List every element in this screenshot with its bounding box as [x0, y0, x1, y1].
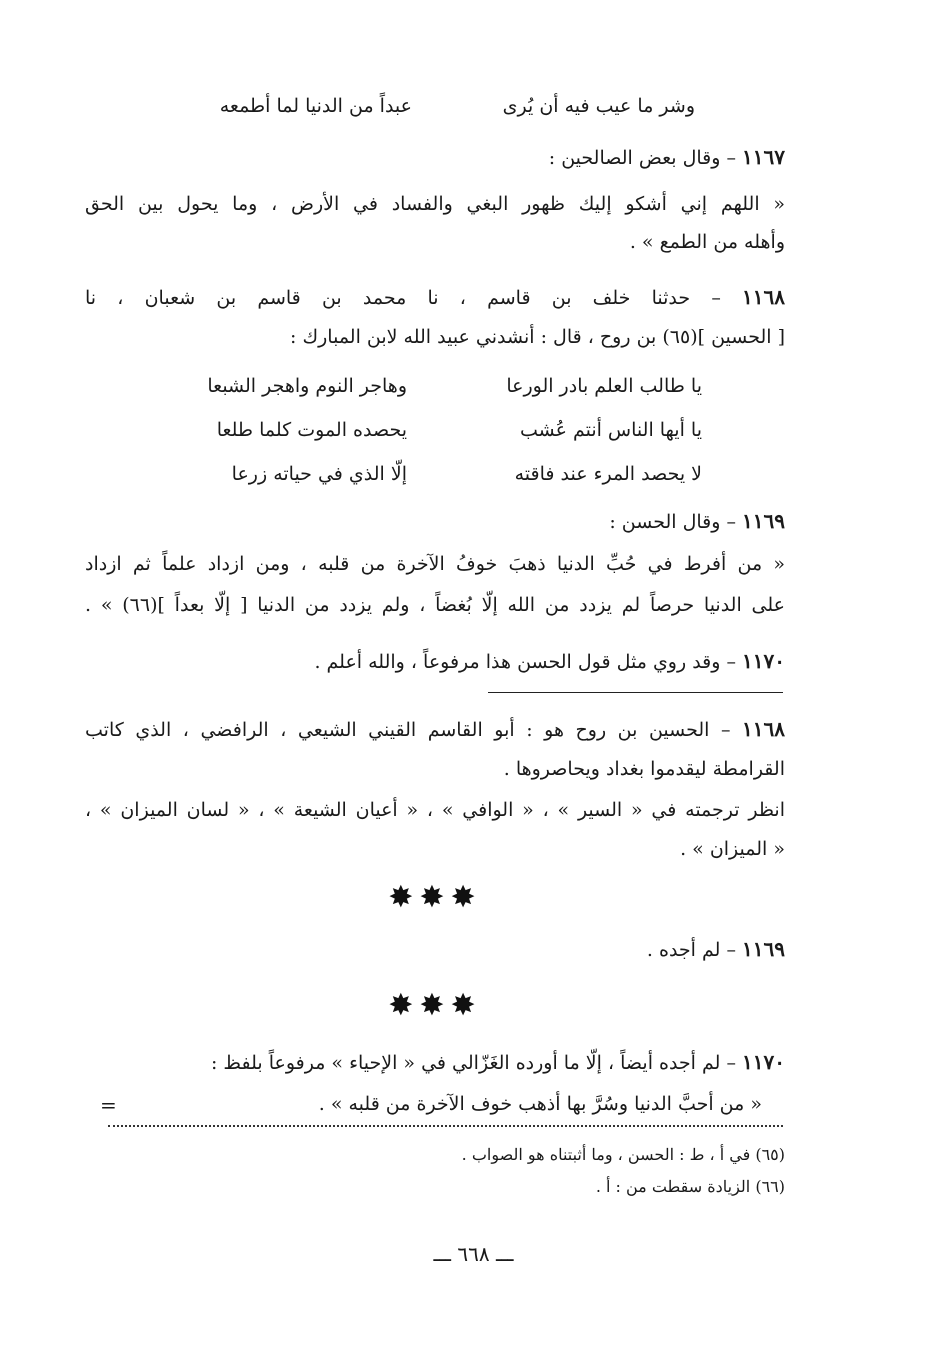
note-1169-heading: ١١٦٩ – لم أجده .: [646, 937, 785, 961]
section-separator-stars: ✸✸✸: [388, 988, 482, 1023]
note-1170-heading: ١١٧٠ – لم أجده أيضاً ، إلّا ما أورده الغَزّالي في « الإحياء » مرفوعاً بلفظ :: [210, 1050, 785, 1074]
note-text: لم أجده .: [646, 939, 721, 961]
continuation-mark: =: [100, 1093, 117, 1117]
entry-1167-line: « اللهم إني أشكو إليك ظهور البغي والفساد في الأرض ، وما يحول بين الحق: [85, 193, 785, 215]
entry-number: ١١٦٧: [742, 145, 785, 169]
note-number: ١١٦٨: [742, 717, 785, 741]
note-1168-line: القرامطة ليقدموا بغداد ويحاصروها .: [503, 758, 785, 780]
section-separator-stars: ✸✸✸: [388, 880, 482, 915]
poem-hemistich: لا يحصد المرء عند فاقته: [514, 463, 702, 485]
page-number: ـــ ٦٦٨ ـــ: [433, 1242, 514, 1266]
footnote-65: (٦٥) في أ ، ط : الحسن ، وما أثبتناه هو الصواب .: [461, 1145, 785, 1164]
entry-1169-line: على الدنيا حرصاً لم يزدد من الله إلّا بُغضاً ، ولم يزدد من الدنيا [ إلّا بعداً ](٦٦) » .: [85, 594, 786, 616]
entry-1168-heading: ١١٦٨ – حدثنا خلف بن قاسم ، نا محمد بن قاسم بن شعبان ، نا: [85, 285, 785, 309]
poem-hemistich: وهاجر النوم واهجر الشبعا: [207, 375, 407, 397]
entry-text: وقال الحسن :: [609, 511, 721, 533]
entry-1167-line: وأهله من الطمع » .: [629, 231, 785, 253]
note-1168-line: انظر ترجمته في « السير » ، « الوافي » ، « أعيان الشيعة » ، « لسان الميزان » ،: [85, 799, 785, 821]
poem-hemistich: يا أيها الناس أنتم عُشب: [519, 419, 702, 441]
note-1170-line: « من أحبَّ الدنيا وسُرَّ بها أذهب خوف الآخرة من قلبه » .: [318, 1093, 762, 1115]
entry-1168-line: [ الحسين ](٦٥) بن روح ، قال : أنشدني عبيد الله لابن المبارك :: [290, 326, 785, 348]
note-1168-line: « الميزان » .: [680, 838, 785, 860]
footnote-66: (٦٦) الزيادة سقطت من : أ .: [595, 1177, 785, 1196]
entry-1167-heading: ١١٦٧ – وقال بعض الصالحين :: [548, 145, 785, 169]
entry-number: ١١٦٨: [742, 285, 785, 309]
footnote-separator: [108, 1125, 783, 1127]
poem-hemistich: يحصده الموت كلما طلعا: [216, 419, 407, 441]
entry-1170-heading: ١١٧٠ – وقد روي مثل قول الحسن هذا مرفوعاً ، والله أعلم .: [314, 649, 785, 673]
entry-text: وقال بعض الصالحين :: [548, 147, 721, 169]
poem-hemistich: إلّا الذي في حياته زرعا: [231, 463, 407, 485]
poem-hemistich: يا طالب العلم بادر الورعا: [506, 375, 702, 397]
note-number: ١١٧٠: [742, 1050, 785, 1074]
notes-separator-rule: [488, 692, 783, 693]
entry-text: حدثنا خلف بن قاسم ، نا محمد بن قاسم بن شعبان ، نا: [85, 287, 691, 309]
note-text: لم أجده أيضاً ، إلّا ما أورده الغَزّالي في « الإحياء » مرفوعاً بلفظ :: [210, 1052, 721, 1074]
entry-number: ١١٧٠: [742, 649, 785, 673]
entry-text: وقد روي مثل قول الحسن هذا مرفوعاً ، والله أعلم .: [314, 651, 721, 673]
top-verse-second-hemistich: عبداً من الدنيا لما أطمعه: [219, 95, 412, 117]
entry-1169-heading: ١١٦٩ – وقال الحسن :: [609, 509, 785, 533]
note-1168-heading: ١١٦٨ – الحسين بن روح هو : أبو القاسم القيني الشيعي ، الرافضي ، الذي كاتب: [85, 717, 785, 741]
note-number: ١١٦٩: [742, 937, 785, 961]
note-text: الحسين بن روح هو : أبو القاسم القيني الشيعي ، الرافضي ، الذي كاتب: [85, 719, 710, 741]
top-verse-first-hemistich: وشر ما عيب فيه أن يُرى: [502, 95, 695, 117]
entry-number: ١١٦٩: [742, 509, 785, 533]
entry-1169-line: « من أفرط في حُبِّ الدنيا ذهبَ خوفُ الآخرة من قلبه ، ومن ازداد علماً ثم ازداد: [85, 553, 785, 575]
